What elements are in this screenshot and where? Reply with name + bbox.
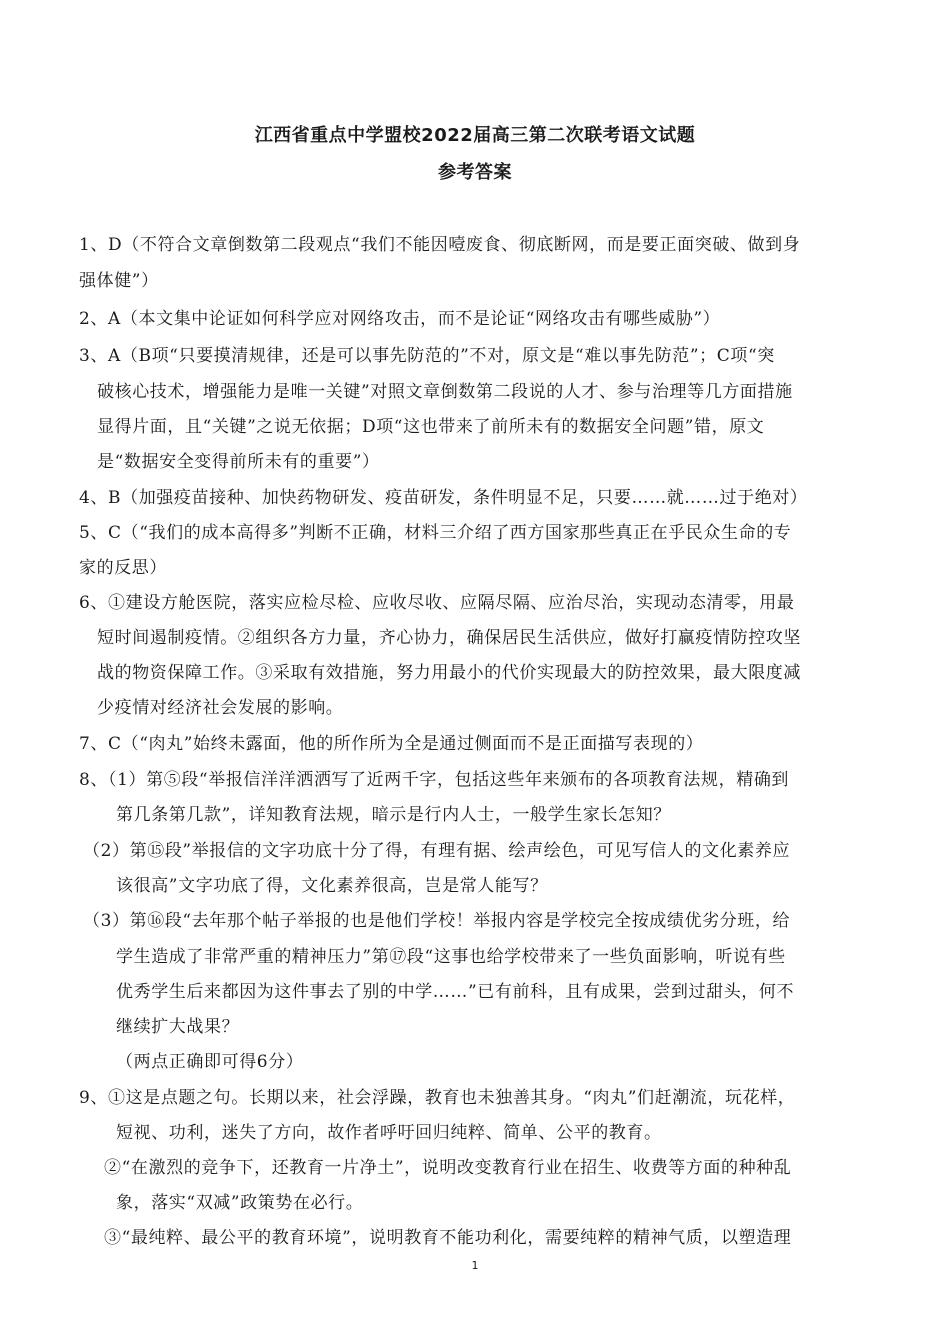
answer-line: 短时间遏制疫情。②组织各方力量，齐心协力，确保居民生活供应，做好打赢疫情防控攻坚	[97, 628, 801, 648]
answer-line: 战的物资保障工作。③采取有效措施，努力用最小的代价实现最大的防控效果，最大限度减	[97, 663, 801, 683]
answer-line: 该很高”文字功底了得，文化素养很高，岂是常人能写？	[116, 876, 548, 896]
answer-line: 短视、功利，迷失了方向，故作者呼吁回归纯粹、简单、公平的教育。	[116, 1123, 662, 1143]
answer-line: （两点正确即可得6分）	[116, 1052, 304, 1072]
answer-line: 优秀学生后来都因为这件事去了别的中学……”已有前科，且有成果，尝到过甜头，何不	[116, 982, 795, 1002]
answer-line: 1、D（不符合文章倒数第二段观点“我们不能因噎废食、彻底断网，而是要正面突破、做到身	[79, 235, 801, 255]
answer-line: 继续扩大战果？	[116, 1017, 240, 1037]
document-subtitle: 参考答案	[438, 162, 512, 183]
answer-line: 5、C（“我们的成本高得多”判断不正确，材料三介绍了西方国家那些真正在乎民众生命的专	[79, 523, 792, 543]
answer-line: 象，落实“双减”政策势在必行。	[116, 1193, 364, 1213]
answer-line: 显得片面，且“关键”之说无依据；D项“这也带来了前所未有的数据安全问题”错，原文	[97, 417, 765, 437]
answer-line: 9、①这是点题之句。长期以来，社会浮躁，教育也未独善其身。“肉丸”们赶潮流，玩花样，	[79, 1088, 796, 1108]
answer-line: 强体健”）	[79, 271, 159, 291]
answer-line: 是“数据安全变得前所未有的重要”）	[97, 452, 380, 472]
answer-line: （3）第⑯段“去年那个帖子举报的也是他们学校！举报内容是学校完全按成绩优劣分班，给	[83, 911, 791, 931]
answer-line: ②“在激烈的竞争下，还教育一片净土”，说明改变教育行业在招生、收费等方面的种种乱	[104, 1158, 792, 1178]
answer-line: 破核心技术，增强能力是唯一关键”对照文章倒数第二段说的人才、参与治理等几方面措施	[97, 382, 793, 402]
answer-line: （2）第⑮段”举报信的文字功底十分了得，有理有据、绘声绘色，可见写信人的文化素养应	[83, 841, 791, 861]
answer-line: 8、（1）第⑤段“举报信洋洋洒洒写了近两千字，包括这些年来颁布的各项教育法规，精确到	[79, 770, 790, 790]
answer-line: ③“最纯粹、最公平的教育环境”，说明教育不能功利化，需要纯粹的精神气质，以塑造理	[104, 1228, 792, 1248]
answer-line: 4、B（加强疫苗接种、加快药物研发、疫苗研发，条件明显不足，只要……就……过于绝对）	[79, 488, 808, 508]
answer-line: 2、A（本文集中论证如何科学应对网络攻击，而不是论证“网络攻击有哪些威胁”）	[79, 309, 721, 329]
document-title: 江西省重点中学盟校2022届高三第二次联考语文试题	[254, 125, 696, 146]
answer-line: 7、C（“肉丸”始终未露面，他的所作所为全是通过侧面而不是正面描写表现的）	[79, 734, 704, 754]
answer-line: 家的反思）	[79, 558, 167, 578]
answer-line: 6、①建设方舱医院，落实应检尽检、应收尽收、应隔尽隔、应治尽治，实现动态清零，用最	[79, 593, 795, 613]
answer-line: 学生造成了非常严重的精神压力”第⑰段“这事也给学校带来了一些负面影响，听说有些	[116, 947, 786, 967]
answer-line: 少疫情对经济社会发展的影响。	[97, 698, 344, 718]
answer-line: 第几条第几款”，详知教育法规，暗示是行内人士，一般学生家长怎知？	[116, 805, 671, 825]
answer-line: 3、A（B项“只要摸清规律，还是可以事先防范的”不对，原文是“难以事先防范”；C项“突	[79, 346, 775, 366]
page-number: 1	[471, 1259, 479, 1272]
